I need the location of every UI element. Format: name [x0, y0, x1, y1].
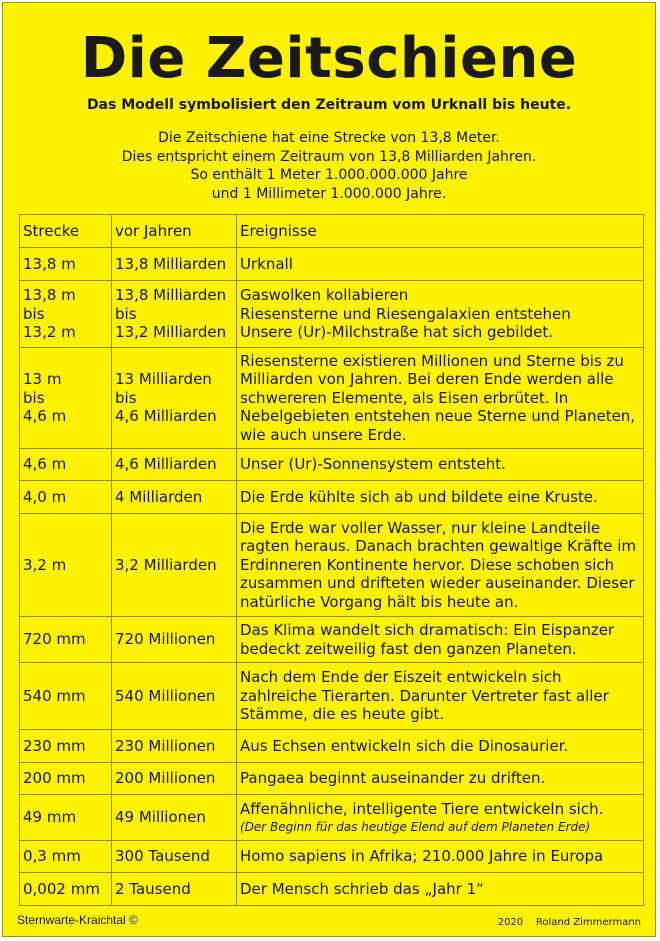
author-label: 2020 Roland Zimmermann — [497, 917, 641, 928]
intro-line: So enthält 1 Meter 1.000.000.000 Jahre — [190, 167, 468, 183]
header-vor-jahren: vor Jahren — [112, 215, 237, 248]
intro-text — [3, 129, 655, 203]
cell-ereignis: Pangaea beginnt auseinander zu driften. — [237, 763, 644, 795]
cell-jahre: 3,2 Milliarden — [112, 514, 237, 617]
cell-strecke: 0,3 mm — [20, 841, 112, 873]
page-title: Die Zeitschiene — [80, 26, 578, 91]
cell-strecke: 230 mm — [20, 730, 112, 763]
intro-line: Dies entspricht einem Zeitraum von 13,8 Milliarden Jahren. — [121, 148, 537, 165]
table-row — [20, 481, 644, 514]
table-row — [20, 763, 644, 795]
cell-ereignis — [237, 795, 644, 841]
header-strecke: Strecke — [20, 215, 112, 248]
cell-ereignis: Die Erde kühlte sich ab und bildete eine Kruste. — [237, 481, 644, 514]
cell-strecke: 0,002 mm — [20, 873, 112, 906]
table-row — [20, 449, 644, 481]
subtitle: Das Modell symbolisiert den Zeitraum vom Urknall bis heute. — [86, 97, 572, 113]
cell-ereignis: Aus Echsen entwickeln sich die Dinosaurier. — [237, 730, 644, 763]
cell-jahre: 230 Millionen — [112, 730, 237, 763]
cell-strecke: 13,8 m — [20, 248, 112, 281]
table-row — [20, 281, 644, 348]
cell-ereignis: Der Mensch schrieb das „Jahr 1“ — [237, 873, 644, 906]
cell-jahre: 13 Milliarden bis 4,6 Milliarden — [112, 348, 237, 449]
event-text: Affenähnliche, intelligente Tiere entwickeln sich. — [240, 800, 604, 819]
cell-strecke: 540 mm — [20, 663, 112, 730]
cell-ereignis: Das Klima wandelt sich dramatisch: Ein Eispanzer bedeckt zeitweilig fast den ganzen Planeten. — [237, 617, 644, 663]
cell-strecke: 13 m bis 4,6 m — [20, 348, 112, 449]
cell-jahre: 4 Milliarden — [112, 481, 237, 514]
table-row — [20, 841, 644, 873]
table-row — [20, 873, 644, 906]
table-row — [20, 795, 644, 841]
cell-ereignis: Gaswolken kollabieren Riesensterne und Riesengalaxien entstehen Unsere (Ur)-Milchstraße hat sich gebildet. — [237, 281, 644, 348]
cell-jahre: 540 Millionen — [112, 663, 237, 730]
poster — [2, 2, 656, 937]
table-row — [20, 348, 644, 449]
cell-strecke: 200 mm — [20, 763, 112, 795]
cell-strecke: 4,6 m — [20, 449, 112, 481]
cell-jahre: 200 Millionen — [112, 763, 237, 795]
intro-line: und 1 Millimeter 1.000.000 Jahre. — [211, 185, 447, 202]
cell-strecke: 4,0 m — [20, 481, 112, 514]
cell-strecke: 13,8 m bis 13,2 m — [20, 281, 112, 348]
header-ereignisse: Ereignisse — [237, 215, 644, 248]
table-row — [20, 514, 644, 617]
table-row — [20, 617, 644, 663]
cell-ereignis: Nach dem Ende der Eiszeit entwickeln sich zahlreiche Tierarten. Darunter Vertreter fast aller Stämme, die es heute gibt. — [237, 663, 644, 730]
cell-jahre: 720 Millionen — [112, 617, 237, 663]
cell-ereignis: Urknall — [237, 248, 644, 281]
cell-jahre: 2 Tausend — [112, 873, 237, 906]
cell-jahre: 4,6 Milliarden — [112, 449, 237, 481]
cell-strecke: 720 mm — [20, 617, 112, 663]
intro-line: Die Zeitschiene hat eine Strecke von 13,8 Meter. — [158, 130, 500, 146]
table-row — [20, 730, 644, 763]
cell-strecke: 49 mm — [20, 795, 112, 841]
cell-jahre: 13,8 Milliarden bis 13,2 Milliarden — [112, 281, 237, 348]
table-row — [20, 663, 644, 730]
cell-jahre: 13,8 Milliarden — [112, 248, 237, 281]
table-row — [20, 248, 644, 281]
cell-ereignis: Homo sapiens in Afrika; 210.000 Jahre in Europa — [237, 841, 644, 873]
cell-jahre: 300 Tausend — [112, 841, 237, 873]
cell-jahre: 49 Millionen — [112, 795, 237, 841]
table-header-row — [20, 215, 644, 248]
cell-ereignis: Die Erde war voller Wasser, nur kleine Landteile ragten heraus. Danach brachten gewaltige Kräfte im Erdinneren Kontinente hervor. Diese schoben sich zusammen und drifteten wieder auseinander. Dieser natürliche Vorgang hält bis heute an. — [237, 514, 644, 617]
cell-ereignis: Riesensterne existieren Millionen und Sterne bis zu Milliarden von Jahren. Bei deren Ende werden alle schwereren Elemente, als Eisen erbrütet. In Nebelgebieten entstehen neue Sterne und Planeten, wie auch unsere Erde. — [237, 348, 644, 449]
cell-ereignis: Unser (Ur)-Sonnensystem entsteht. — [237, 449, 644, 481]
timeline-table — [19, 214, 644, 906]
cell-strecke: 3,2 m — [20, 514, 112, 617]
event-note: (Der Beginn für das heutige Elend auf dem Planeten Erde) — [240, 819, 591, 834]
copyright-label: Sternwarte-Kraichtal © — [17, 913, 138, 927]
